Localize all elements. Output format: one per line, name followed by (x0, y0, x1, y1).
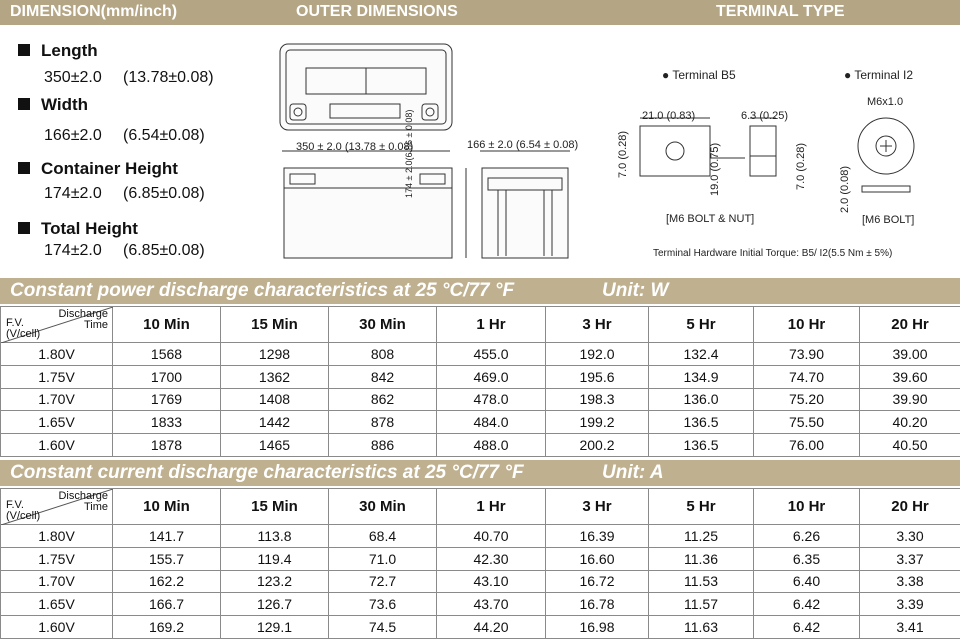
value-cell: 1833 (113, 411, 221, 434)
corner-discharge: Discharge (58, 490, 108, 502)
column-header: 3 Hr (546, 489, 649, 525)
table-header-row (1, 307, 960, 343)
value-cell: 39.00 (860, 343, 960, 366)
value-cell: 198.3 (546, 388, 649, 411)
value-cell: 11.57 (649, 593, 754, 616)
fv-cell: 1.60V (1, 434, 113, 457)
fv-cell: 1.75V (1, 547, 113, 570)
value-cell: 808 (329, 343, 437, 366)
value-cell: 1362 (221, 365, 329, 388)
table-header-row (1, 489, 960, 525)
value-cell: 1465 (221, 434, 329, 457)
table-row (1, 388, 960, 411)
value-cell: 40.50 (860, 434, 960, 457)
value-cell: 16.72 (546, 570, 649, 593)
spec-container-height-metric: 174±2.0 (44, 185, 102, 202)
value-cell: 141.7 (113, 525, 221, 548)
battery-side-view (480, 151, 570, 258)
value-cell: 129.1 (221, 616, 329, 639)
fv-cell: 1.80V (1, 525, 113, 548)
value-cell: 3.37 (860, 547, 960, 570)
bullet-square-icon (18, 222, 30, 234)
i2-caption: [M6 BOLT] (862, 214, 915, 226)
value-cell: 3.41 (860, 616, 960, 639)
bullet-square-icon (18, 44, 30, 56)
spec-total-height-label: Total Height (18, 219, 138, 239)
table-row (1, 570, 960, 593)
fv-cell: 1.80V (1, 343, 113, 366)
b5-dimension-d: 19.0 (0.75) (709, 142, 721, 196)
value-cell: 40.20 (860, 411, 960, 434)
value-cell: 136.5 (649, 411, 754, 434)
value-cell: 6.42 (754, 616, 860, 639)
fv-cell: 1.75V (1, 365, 113, 388)
header-bar (0, 0, 960, 25)
value-cell: 162.2 (113, 570, 221, 593)
corner-time: Time (83, 319, 108, 331)
value-cell: 469.0 (437, 365, 546, 388)
corner-vcell: (V/cell) (6, 510, 41, 522)
table-corner-cell (1, 489, 113, 525)
column-header: 20 Hr (860, 489, 960, 525)
value-cell: 1878 (113, 434, 221, 457)
bullet-square-icon (18, 162, 30, 174)
power-discharge-table (0, 306, 960, 457)
length-dimension-label: 350 ± 2.0 (13.78 ± 0.08) (296, 141, 414, 153)
value-cell: 40.70 (437, 525, 546, 548)
value-cell: 74.5 (329, 616, 437, 639)
table-row (1, 343, 960, 366)
current-table-band (0, 460, 960, 486)
value-cell: 195.6 (546, 365, 649, 388)
outer-dimensions-drawing (270, 38, 590, 268)
value-cell: 1298 (221, 343, 329, 366)
value-cell: 455.0 (437, 343, 546, 366)
value-cell: 6.26 (754, 525, 860, 548)
value-cell: 3.38 (860, 570, 960, 593)
current-table-title: Constant current discharge characteristics at 25 °C/77 °F (10, 462, 524, 483)
bullet-square-icon (18, 98, 30, 110)
value-cell: 1700 (113, 365, 221, 388)
spec-container-height-imperial: (6.85±0.08) (123, 185, 205, 202)
value-cell: 42.30 (437, 547, 546, 570)
b5-dimension-b: 6.3 (0.25) (741, 110, 789, 122)
table-row (1, 593, 960, 616)
value-cell: 73.90 (754, 343, 860, 366)
value-cell: 123.2 (221, 570, 329, 593)
table-row (1, 411, 960, 434)
column-header: 10 Hr (754, 489, 860, 525)
b5-caption: [M6 BOLT & NUT] (666, 213, 755, 225)
spec-total-height-imperial: (6.85±0.08) (123, 242, 205, 259)
value-cell: 488.0 (437, 434, 546, 457)
column-header: 5 Hr (649, 307, 754, 343)
corner-discharge: Discharge (58, 308, 108, 320)
value-cell: 6.42 (754, 593, 860, 616)
value-cell: 6.35 (754, 547, 860, 570)
power-table-title: Constant power discharge characteristics at 25 °C/77 °F (10, 280, 515, 301)
spec-width-label: Width (18, 95, 88, 115)
value-cell: 75.50 (754, 411, 860, 434)
value-cell: 71.0 (329, 547, 437, 570)
value-cell: 166.7 (113, 593, 221, 616)
value-cell: 11.63 (649, 616, 754, 639)
height-dimension-label: 174 ± 2.0(6.86 ± 0.08) (404, 109, 414, 198)
terminal-b5-drawing (640, 118, 776, 176)
column-header: 1 Hr (437, 307, 546, 343)
current-discharge-table (0, 488, 960, 639)
value-cell: 76.00 (754, 434, 860, 457)
column-header: 10 Hr (754, 307, 860, 343)
value-cell: 16.60 (546, 547, 649, 570)
column-header: 15 Min (221, 307, 329, 343)
b5-dimension-c: 7.0 (0.28) (617, 130, 629, 178)
table-row (1, 616, 960, 639)
corner-time: Time (83, 501, 108, 513)
fv-cell: 1.65V (1, 411, 113, 434)
battery-top-view (280, 44, 452, 130)
value-cell: 1442 (221, 411, 329, 434)
spec-length-label: Length (18, 41, 98, 61)
column-header: 3 Hr (546, 307, 649, 343)
battery-front-view (282, 151, 466, 258)
value-cell: 478.0 (437, 388, 546, 411)
table-corner-cell (1, 307, 113, 343)
b5-dimension-e: 7.0 (0.28) (795, 142, 807, 190)
column-header: 30 Min (329, 307, 437, 343)
fv-cell: 1.70V (1, 388, 113, 411)
value-cell: 155.7 (113, 547, 221, 570)
column-header: 5 Hr (649, 489, 754, 525)
value-cell: 132.4 (649, 343, 754, 366)
dimension-title: DIMENSION(mm/inch) (10, 3, 178, 20)
column-header: 15 Min (221, 489, 329, 525)
i2-thread-label: M6x1.0 (867, 96, 904, 108)
terminal-i2-label: ● Terminal I2 (844, 68, 914, 82)
fv-cell: 1.60V (1, 616, 113, 639)
width-dimension-label: 166 ± 2.0 (6.54 ± 0.08) (467, 139, 579, 151)
value-cell: 44.20 (437, 616, 546, 639)
torque-note: Terminal Hardware Initial Torque: B5/ I2(5.5 Nm ± 5%) (653, 248, 893, 259)
value-cell: 878 (329, 411, 437, 434)
value-cell: 39.90 (860, 388, 960, 411)
table-row (1, 525, 960, 548)
table-row (1, 434, 960, 457)
corner-vcell: (V/cell) (6, 328, 41, 340)
spec-width-imperial: (6.54±0.08) (123, 127, 205, 144)
value-cell: 1568 (113, 343, 221, 366)
spec-total-height-metric: 174±2.0 (44, 242, 102, 259)
corner-fv: F.V. (6, 499, 24, 511)
value-cell: 484.0 (437, 411, 546, 434)
table-row (1, 365, 960, 388)
power-table-unit: Unit: W (602, 280, 669, 301)
value-cell: 72.7 (329, 570, 437, 593)
spec-width-metric: 166±2.0 (44, 127, 102, 144)
value-cell: 126.7 (221, 593, 329, 616)
value-cell: 136.5 (649, 434, 754, 457)
value-cell: 192.0 (546, 343, 649, 366)
current-table-unit: Unit: A (602, 462, 664, 483)
column-header: 10 Min (113, 307, 221, 343)
value-cell: 43.10 (437, 570, 546, 593)
spec-container-height-label: Container Height (18, 159, 178, 179)
fv-cell: 1.70V (1, 570, 113, 593)
terminal-type-title: TERMINAL TYPE (716, 3, 845, 20)
value-cell: 3.39 (860, 593, 960, 616)
value-cell: 74.70 (754, 365, 860, 388)
column-header: 1 Hr (437, 489, 546, 525)
power-table-band (0, 278, 960, 304)
value-cell: 11.36 (649, 547, 754, 570)
value-cell: 39.60 (860, 365, 960, 388)
corner-fv: F.V. (6, 317, 24, 329)
column-header: 10 Min (113, 489, 221, 525)
value-cell: 11.25 (649, 525, 754, 548)
outer-dimensions-title: OUTER DIMENSIONS (296, 3, 458, 20)
table-row (1, 547, 960, 570)
value-cell: 6.40 (754, 570, 860, 593)
spec-length-imperial: (13.78±0.08) (123, 69, 214, 86)
value-cell: 119.4 (221, 547, 329, 570)
value-cell: 43.70 (437, 593, 546, 616)
value-cell: 886 (329, 434, 437, 457)
value-cell: 136.0 (649, 388, 754, 411)
value-cell: 842 (329, 365, 437, 388)
value-cell: 200.2 (546, 434, 649, 457)
value-cell: 169.2 (113, 616, 221, 639)
terminal-i2-drawing (858, 118, 914, 192)
value-cell: 1408 (221, 388, 329, 411)
value-cell: 113.8 (221, 525, 329, 548)
value-cell: 75.20 (754, 388, 860, 411)
value-cell: 16.78 (546, 593, 649, 616)
value-cell: 134.9 (649, 365, 754, 388)
value-cell: 16.98 (546, 616, 649, 639)
value-cell: 3.30 (860, 525, 960, 548)
terminal-b5-label: ● Terminal B5 (662, 68, 736, 82)
column-header: 30 Min (329, 489, 437, 525)
value-cell: 199.2 (546, 411, 649, 434)
value-cell: 862 (329, 388, 437, 411)
value-cell: 1769 (113, 388, 221, 411)
i2-dimension: 2.0 (0.08) (839, 165, 851, 213)
spec-length-metric: 350±2.0 (44, 69, 102, 86)
value-cell: 16.39 (546, 525, 649, 548)
fv-cell: 1.65V (1, 593, 113, 616)
value-cell: 73.6 (329, 593, 437, 616)
b5-dimension-a: 21.0 (0.83) (642, 110, 696, 122)
column-header: 20 Hr (860, 307, 960, 343)
value-cell: 11.53 (649, 570, 754, 593)
value-cell: 68.4 (329, 525, 437, 548)
